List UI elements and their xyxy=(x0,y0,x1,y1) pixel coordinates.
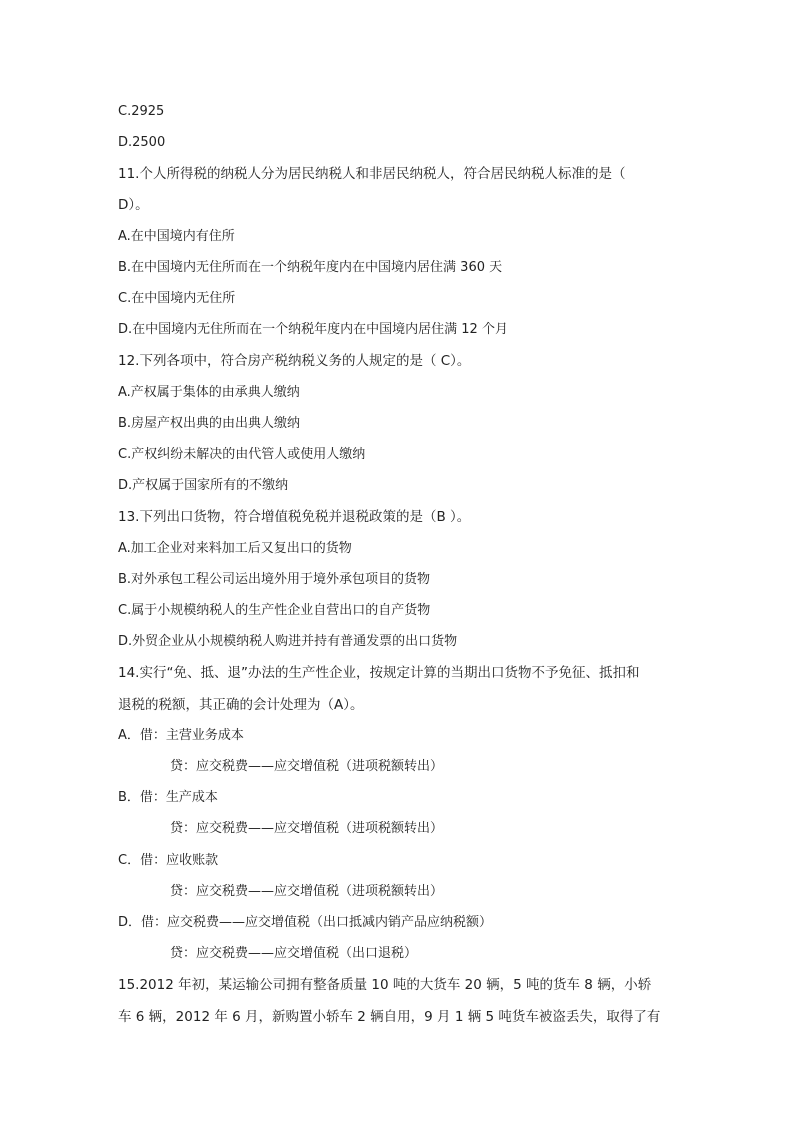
option-c-11: C.在中国境内无住所 xyxy=(118,291,236,306)
question-14-line-1: 14.实行“免、抵、退”办法的生产性企业，按规定计算的当期出口货物不予免征、抵扣和 xyxy=(118,665,640,681)
question-15-line-2: 车 6 辆，2012 年 6 月，新购置小轿车 2 辆自用，9 月 1 辆 5 吨货车被盗丢失，取得了有 xyxy=(118,1009,661,1025)
option-d-12: D.产权属于国家所有的不缴纳 xyxy=(118,478,289,493)
question-13: 13.下列出口货物，符合增值税免税并退税政策的是（B ）。 xyxy=(118,509,471,525)
option-b-14-debit: B．借：生产成本 xyxy=(118,790,218,805)
option-a-11: A.在中国境内有住所 xyxy=(118,229,235,244)
question-11-line-2: D）。 xyxy=(118,197,149,213)
option-c-12: C.产权纠纷未解决的由代管人或使用人缴纳 xyxy=(118,447,366,462)
option-b-14-credit: 贷：应交税费——应交增值税（进项税额转出） xyxy=(170,821,444,836)
option-c-14-debit: C．借：应收账款 xyxy=(118,853,219,868)
option-c-10: C.2925 xyxy=(118,104,165,119)
option-d-13: D.外贸企业从小规模纳税人购进并持有普通发票的出口货物 xyxy=(118,634,458,649)
option-a-14-debit: A．借：主营业务成本 xyxy=(118,728,244,743)
option-b-12: B.房屋产权出典的由出典人缴纳 xyxy=(118,416,301,431)
option-b-13: B.对外承包工程公司运出境外用于境外承包项目的货物 xyxy=(118,572,431,587)
option-d-11: D.在中国境内无住所而在一个纳税年度内在中国境内居住满 12 个月 xyxy=(118,322,508,337)
option-a-12: A.产权属于集体的由承典人缴纳 xyxy=(118,385,300,400)
option-d-14-credit: 贷：应交税费——应交增值税（出口退税） xyxy=(170,946,418,961)
question-15-line-1: 15.2012 年初，某运输公司拥有整备质量 10 吨的大货车 20 辆，5 吨的货车 8 辆，小轿 xyxy=(118,977,652,993)
option-d-10: D.2500 xyxy=(118,135,166,150)
question-11-line-1: 11.个人所得税的纳税人分为居民纳税人和非居民纳税人，符合居民纳税人标准的是（ xyxy=(118,166,626,182)
question-14-line-2: 退税的税额，其正确的会计处理为（A）。 xyxy=(118,697,364,713)
option-a-13: A.加工企业对来料加工后又复出口的货物 xyxy=(118,541,352,556)
option-b-11: B.在中国境内无住所而在一个纳税年度内在中国境内居住满 360 天 xyxy=(118,260,503,275)
question-12: 12.下列各项中，符合房产税纳税义务的人规定的是（ C）。 xyxy=(118,353,471,369)
option-a-14-credit: 贷：应交税费——应交增值税（进项税额转出） xyxy=(170,759,444,774)
option-c-14-credit: 贷：应交税费——应交增值税（进项税额转出） xyxy=(170,884,444,899)
option-c-13: C.属于小规模纳税人的生产性企业自营出口的自产货物 xyxy=(118,603,431,618)
option-d-14-debit: D．借：应交税费——应交增值税（出口抵减内销产品应纳税额） xyxy=(118,915,493,930)
